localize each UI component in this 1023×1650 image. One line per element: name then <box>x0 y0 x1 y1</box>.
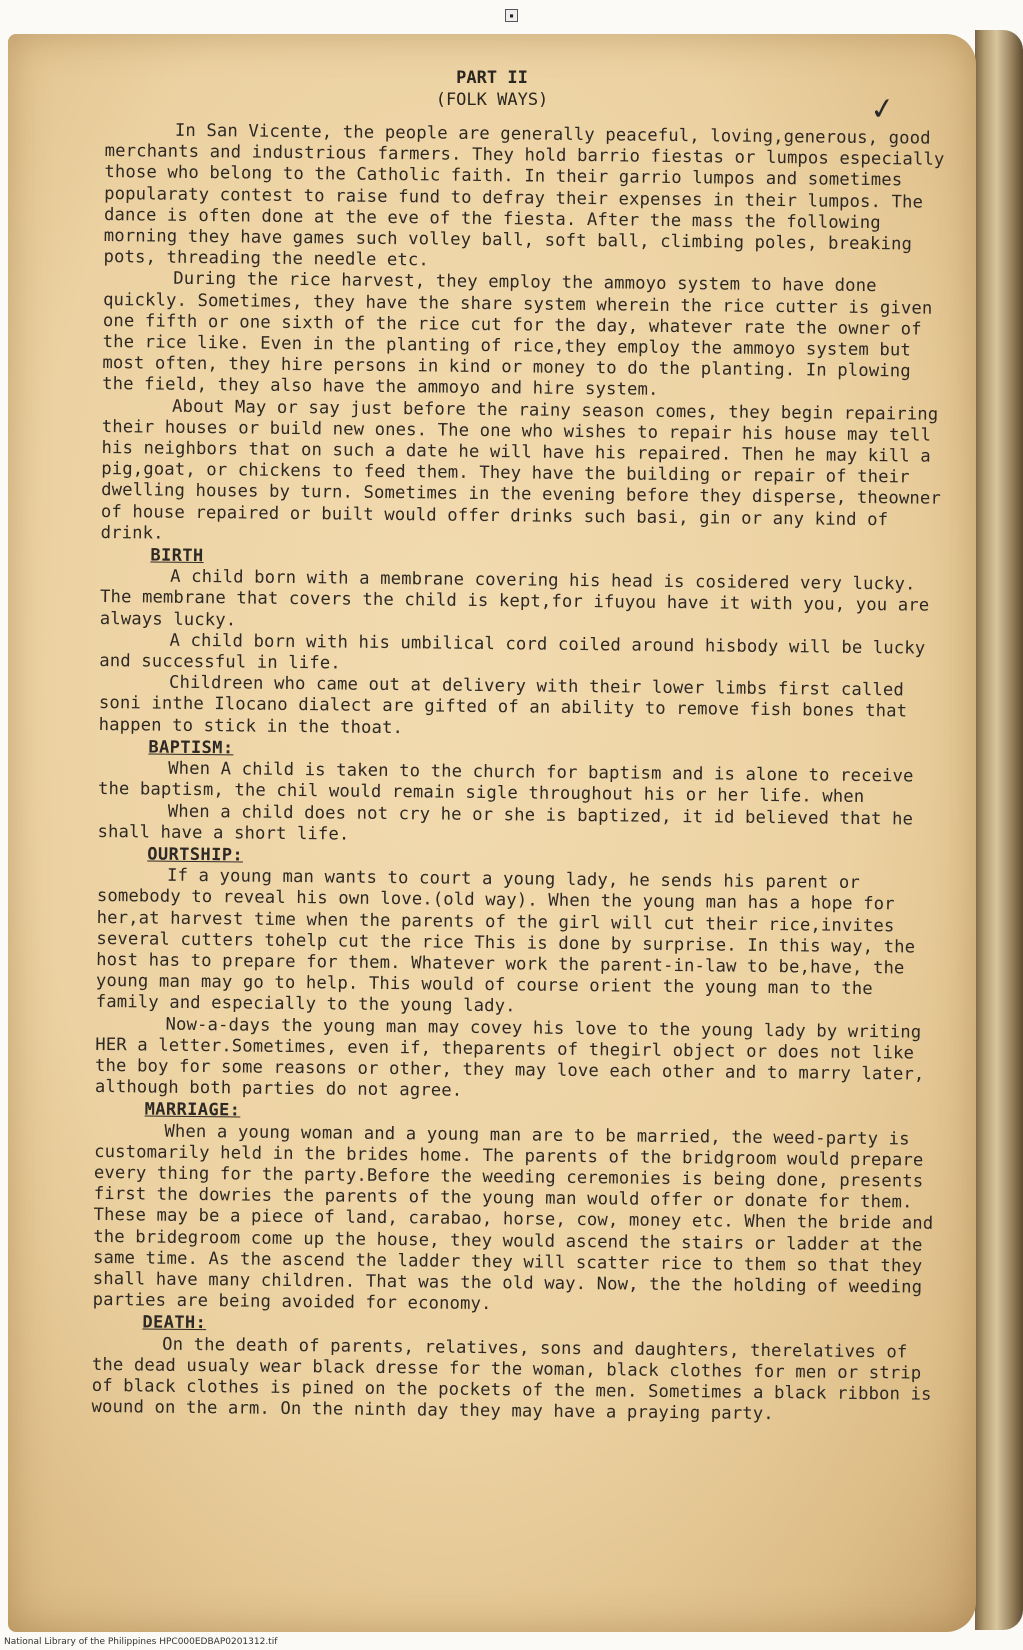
intro-paragraph: In San Vicente, the people are generally peaceful, loving,generous, good merchants and industrious farmers. They hold barrio fiestas or lumpos especially those who belong to the Catholic faith. In their garrio lumpos and sometimes popularaty contest to raise fund to defray their expenses in their lumpos. The dance is often done at the eve of the fiesta. After the mass the following morning they have games such volley ball, soft ball, climbing poles, breaking pots, threading the needle etc. <box>103 120 945 271</box>
section-paragraph: When a young woman and a young man are to be married, the weed-party is customarily held in the brides home. The parents of the bridgroom would prepare every thing for the party.Before the weeding ceremonies is being done, presents first the dowries the parents of the young man would offer or donate for them. These may be a piece of land, carabao, horse, cow, money etc. When the bride and the bridegroom come up the house, they would ascend the stairs or ladder at the same time. As the ascend the ladder they will scatter rice to them so that they shall have many children. That was the old way. Now, the the holding of weeding parties are being avoided for economy. <box>92 1121 934 1315</box>
part-title: PART II <box>456 68 528 88</box>
intro-paragraph: About May or say just before the rainy season comes, they begin repairing their houses or build new ones. The one who wishes to repair his house may tell his neighbors that on such a date he will have his repaired. Then he may kill a pig,goat, or chickens to feed them. They have the building or repair of their dwelling houses by turn. Sometimes in the evening before they disperse, theowner of house repaired or built would offer drinks such basi, gin or any kind of drink. <box>100 396 942 544</box>
section-heading-courtship: OURTSHIP: <box>147 844 244 866</box>
section-paragraph: A child born with his umbilical cord coiled around hisbody will be lucky and successful in life. <box>99 630 926 674</box>
handwritten-check-mark: ✓ <box>867 90 898 129</box>
intro-paragraph: During the rice harvest, they employ the ammoyo system to have done quickly. Sometimes, they have the share system wherein the rice cutter is given one fifth or one sixth of the rice cut for the day, whatever rate the owner of the rice like. Even in the planting of rice,they employ the ammoyo system but most often, they hire persons in kind or money to do the planting. In plowing the field, they also have the ammoyo and hire system. <box>102 269 933 401</box>
section-heading-baptism: BAPTISM: <box>148 737 234 759</box>
part-subtitle: (FOLK WAYS) <box>435 90 549 110</box>
document-body <box>91 120 955 1427</box>
section-paragraph: When a child does not cry he or she is baptized, it id believed that he shall have a short life. <box>97 801 914 845</box>
section-paragraph: Childreen who came out at delivery with their lower limbs first called soni inthe Ilocano dialect are gifted of an ability to remove fish bones that happen to stick in the thoat. <box>98 672 908 738</box>
section-paragraph: Now-a-days the young man may covey his love to the young lady by writing HER a letter.Sometimes, even if, theparents of thegirl object or does not like the boy for some reasons or other, they may love each other and to marry later, although both parties do not agree. <box>94 1014 925 1101</box>
footer-caption: National Library of the Philippines HPC000EDBAP0201312.tif <box>4 1637 278 1647</box>
section-heading-death: DEATH: <box>142 1312 207 1334</box>
section-heading-birth: BIRTH <box>150 545 204 567</box>
book-binding-edge <box>975 30 1023 1630</box>
scan-marker-icon: ▪ <box>505 9 518 22</box>
section-paragraph: If a young man wants to court a young lady, he sends his parent or somebody to reveal his own love.(old way). When the young man has a hope for her,at harvest time when the parents of the girl will cut their rice,invites several cutters tohelp cut the rice This is done by surprise. In this way, the host has to prepare for them. Whatever work the parent-in-law to be,have, the young man may go to help. This would of course orient the young man to the family and especially to the young lady. <box>95 865 916 1017</box>
section-paragraph: On the death of parents, relatives, sons and daughters, therelatives of the dead usualy wear black dresse for the woman, black clothes for men or strip of black clothes is pined on the pockets of the men. Sometimes a black ribbon is wound on the arm. On the ninth day they may have a praying party. <box>91 1334 932 1425</box>
section-paragraph: A child born with a membrane covering his head is cosidered very lucky. The membrane that covers the child is kept,for ifuyou have it with you, you are always lucky. <box>99 566 930 631</box>
section-paragraph: When A child is taken to the church for baptism and is alone to receive the baptism, the chil would remain sigle throughout his or her life. when <box>97 758 914 808</box>
section-heading-marriage: MARRIAGE: <box>144 1099 241 1121</box>
